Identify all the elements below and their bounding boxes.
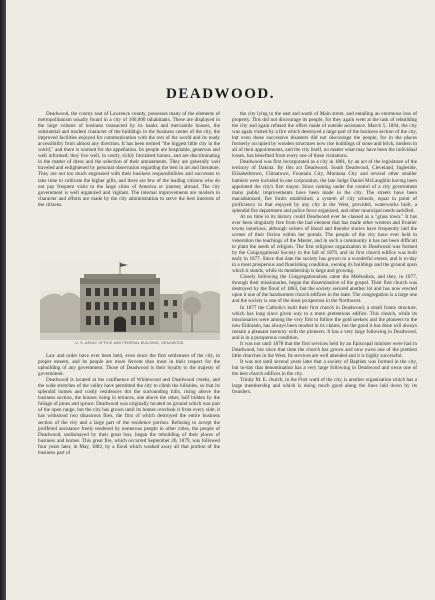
figure-caption: U. S. ASSAY OFFICE AND FEDERAL BUILDING, DEADWOOD. bbox=[75, 341, 185, 345]
federal-building-illustration bbox=[40, 260, 220, 340]
paragraph: Trinity M. E. church, in the First ward of the city, is another organization which has a large membership and which is doing much good along the lines laid down by its founders. bbox=[232, 377, 417, 396]
paragraph: It was not until several years later that a society of Baptists was formed in the city, but to-day that denomination has a very large following in Deadwood and owns one of the best church edifices in the city. bbox=[232, 358, 417, 378]
paragraph: Deadwood is located at the confluence of Whitewood and Deadwood creeks, and the wide stretches of the valley have permitted the city to climb the hillsides, so that its splendid homes and costly residences dot the surrounding hills, rising above the business section, the houses rising in terraces, one above the other, half hidden by the foliage of pines and spruce. Deadwood was originally located on ground which was part of the open range, but the city has grown until its homes overlook it from every side; it has withstood two disastrous fires, the first of which destroyed the entire business section of the city and a large part of the residence portion. Refusing to accept the proffered assistance freely tendered by numerous people in other cities, the people of Deadwood, undismayed by their great loss, began the rebuilding of their places of business and homes. This great fire, which occurred September 26, 1879, was followed four years later, in May, 1883, by a flood which washed away all that portion of the business part of bbox=[38, 377, 220, 456]
paragraph: Deadwood was first incorporated as a city in 1881, by an act of the legislature of the territory of Dakota. By this act Deadwood, South Deadwood, Cleveland, Ingleside, Elizabethtown, Chinatown, Fountain City, Montana City and several other smaller hamlets were included in one corporation, the late Judge Daniel McLaughlin having been appointed the city's first mayor. Since coming under the control of a city government many public improvements have been made in the city. The streets have been macadamized, fire limits established, a system of city schools, equal in point of proficiency to that enjoyed by any city in the West, provided, waterworks built, a splendid fire department and police force organized, and other municipal needs satisfied. bbox=[232, 159, 417, 214]
building-photo bbox=[40, 260, 220, 348]
right-column bbox=[232, 111, 417, 586]
page-title: DEADWOOD. bbox=[166, 86, 275, 102]
paragraph: the city lying to the east and south of Main street, and entailing an enormous loss of property. This did not discourage its people, for they again went at the task of rebuilding the city and again refused the offers made of outside assistance. March 5, 1894, the city was again visited by a fire which destroyed a large part of the business section of the city, but even these successive disasters did not discourage the people, for in the places formerly occupied by wooden structures now rise buildings of stone and brick, modern in all of their appointments, and the city itself, no matter what may have been the individual losses, has benefited from every one of these visitations. bbox=[232, 111, 417, 160]
paragraph: It was not until 1878 that the first services held by an Episcopal minister were had in Deadwood, but since that time the church has grown and now owns one of the prettiest little churches in the West. Its services are well attended and it is highly successful. bbox=[232, 340, 417, 359]
document-page bbox=[6, 0, 435, 600]
left-column-top bbox=[38, 111, 220, 254]
left-column-bottom bbox=[38, 353, 220, 583]
paragraph: Law and order have ever been held, even since the first settlement of the city, in proper esteem, and its people are more fervent than most in their respect for the upbuilding of any government. Those of Deadwood is their loyalty to the majesty of government. bbox=[38, 353, 220, 378]
paragraph: Closely following the Congregationalists came the Methodists, and they, in 1877, through their missionaries, began the dissemination of the gospel. Their first church was destroyed by the flood of 1883, but the society secured another lot and has now erected upon it one of the handsomest church edifices in the state. The congregation is a large one and the society is one of the most prosperous in the Northwest. bbox=[232, 274, 417, 305]
paragraph: In 1877 the Catholics built their first church in Deadwood, a small frame structure, which has long since given way to a more pretentious edifice. This church, while its missionaries were among the very first to follow the gold seekers and the pioneers to the new Eldorado, has always been modest in its claims, but the good it has done will always remain a pleasant memory with the pioneers. It has a very large following in Deadwood, and is in a prosperous condition. bbox=[232, 304, 417, 341]
paragraph: At no time in its history could Deadwood ever be classed as a "grass town." It has ever been singularly free from the bad element that has made other western and frontier towns notorious, although writers of blood and thunder stories have frequently laid the scenes of their fiction within her portals. The people of the city have ever held in veneration the teachings of the Master, and in such a community it has not been difficult to plant the seeds of religion. The first religious organization in Deadwood was formed by the Congregational Society in the fall of 1876, and its first church edifice was built early in 1877. Since that date the society has grown to a wonderful extent, and is to-day in a most prosperous and flourishing condition, owning its buildings and the ground upon which it stands, while its membership is large and growing. bbox=[232, 213, 417, 275]
paragraph: Deadwood, the county seat of Lawrence county, possesses many of the elements of metropolitanism usually found in a city of 100,000 inhabitants. These are displayed in the large volume of business transacted by its banks and mercantile houses, the substantial and modern character of the buildings in the business center of the city, the improved facilities enjoyed for communication with the rest of the world and its ready accessibility from almost any direction. It has been termed "the biggest little city in the world," and there is warrant for the appellation. Its people are hospitable, generous and well informed; they live well, in costly, richly furnished homes, and are discriminating in the matter of dress and the selection of their amusements. They are generally well traveled and enlightened by personal observation regarding the best in art and literature. They are not too much engrossed with their business responsibilities and successes to take time to cultivate the higher gifts, and there are few of the leading citizens who do not pay frequent visits to the large cities of America or journey abroad. The city government is well organized and vigilant. The internal improvements are modern in character and efforts are made by the city administration to serve the best interests of the citizens. bbox=[38, 111, 220, 208]
